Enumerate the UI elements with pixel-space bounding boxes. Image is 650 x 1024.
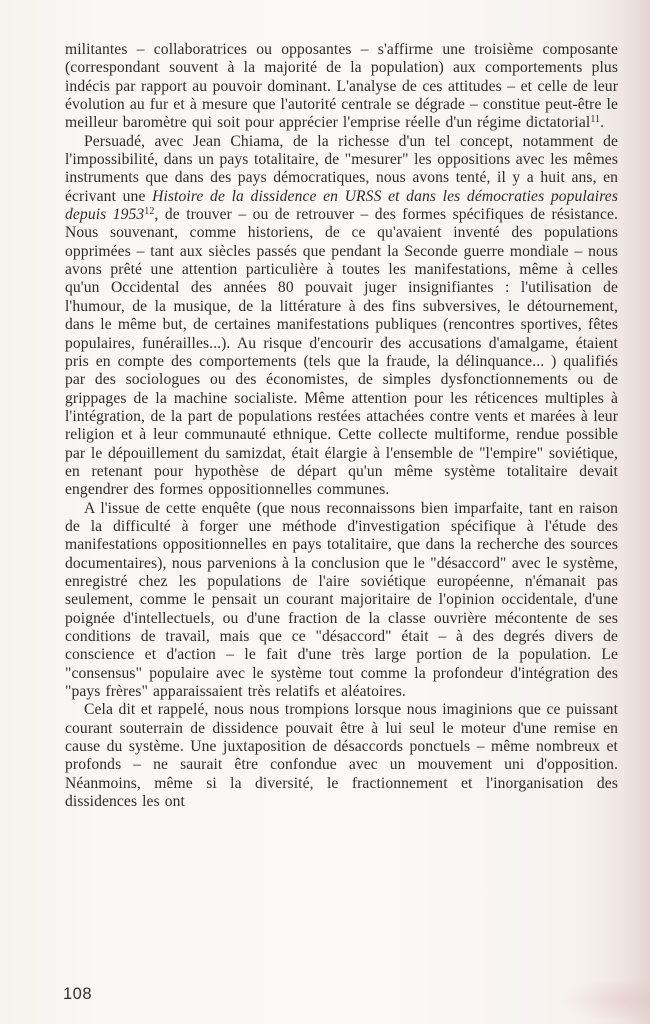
footnote-reference: 11 [590,114,601,126]
paragraph [65,500,618,702]
page-number: 108 [63,985,93,1003]
text-segment: A l'issue de cette enquête (que nous reconnaissons bien imparfaite, tant en raison de la difficulté à forger une méthode d'investigation spécifique à l'étude des manifestations oppositionnelles en pays totalitaire, que dans la recherche des sources documentaires), nous parvenions à la conclusion que le "désaccord" avec le système, enregistré chez les populations de l'aire soviétique européenne, n'émanait pas seulement, comme le pensait un courant majoritaire de l'opinion occidentale, d'une poignée d'intellectuels, ou d'une fraction de la classe ouvrière mécontente de ses conditions de travail, mais que ce "désaccord" était – à des degrés divers de conscience et d'action – le fait d'une très large portion de la population. Le "consensus" populaire avec le système tout comme la profondeur d'intégration des "pays frères" apparaissaient très relatifs et aléatoires. [65,499,618,701]
text-segment: militantes – collaboratrices ou opposantes – s'affirme une troisième composante (correspondant souvent à la majorité de la population) aux comportements plus indécis par rapport au pouvoir dominant. L'analyse de ces attitudes – et celle de leur évolution au fur et à mesure que l'autorité centrale se dégrade – constitue peut-être le meilleur baromètre qui soit pour apprécier l'emprise réelle d'un régime dictatorial [65,41,618,132]
text-segment: , de trouver – ou de retrouver – des formes spécifiques de résistance. Nous souvenant, comme historiens, de ce qu'avaient inventé des populations opprimées – tant aux siècles passés que pendant la Seconde guerre mondiale – nous avons prêté une attention particulière à toutes les manifestations, même à celles qu'un Occidental des années 80 pouvait juger insignifiantes : l'utilisation de l'humour, de la musique, de la littérature à des fins subversives, le détournement, dans le même but, de certaines manifestations publiques (rencontres sportives, fêtes populaires, funérailles...). Au risque d'encourir des accusations d'amalgame, étaient pris en compte des comportements (tels que la fraude, la délinquance... ) qualifiés par des sociologues ou des économistes, de simples dysfonctionnements ou de grippages de la machine socialiste. Même attention pour les réticences multiples à l'intégration, de la part de populations restées attachées contre vents et marées à leur religion et à leur communauté ethnique. Cette collecte multiforme, rendue possible par le dépouillement du samizdat, était élargie à l'ensemble de "l'empire" soviétique, en retenant pour hypothèse de départ qu'un même système totalitaire devait engendrer des formes oppositionnelles communes. [65,206,618,499]
paragraph [65,133,618,500]
text-segment: Cela dit et rappelé, nous nous trompions lorsque nous imaginions que ce puissant courant souterrain de dissidence pouvait être à lui seul le moteur d'une remise en cause du système. Une juxtaposition de désaccords ponctuels – même nombreux et profonds – ne saurait être confondue avec un mouvement uni d'opposition. Néanmoins, même si la diversité, le fractionnement et l'inorganisation des dissidences les ont [65,701,618,811]
page-text [65,41,618,811]
text-segment: Histoire de la dissidence en URSS et dans les démocraties populaires depuis 1953 [65,187,618,224]
paragraph [65,41,618,133]
paragraph [65,701,618,811]
footnote-reference: 12 [144,206,155,218]
text-segment: . [600,114,605,132]
text-segment: Persuadé, avec Jean Chiama, de la richesse d'un tel concept, notamment de l'impossibilité, dans un pays totalitaire, de "mesurer" les oppositions avec les mêmes instruments que dans des pays démocratiques, nous avons tenté, il y a huit ans, en écrivant une [65,132,618,205]
